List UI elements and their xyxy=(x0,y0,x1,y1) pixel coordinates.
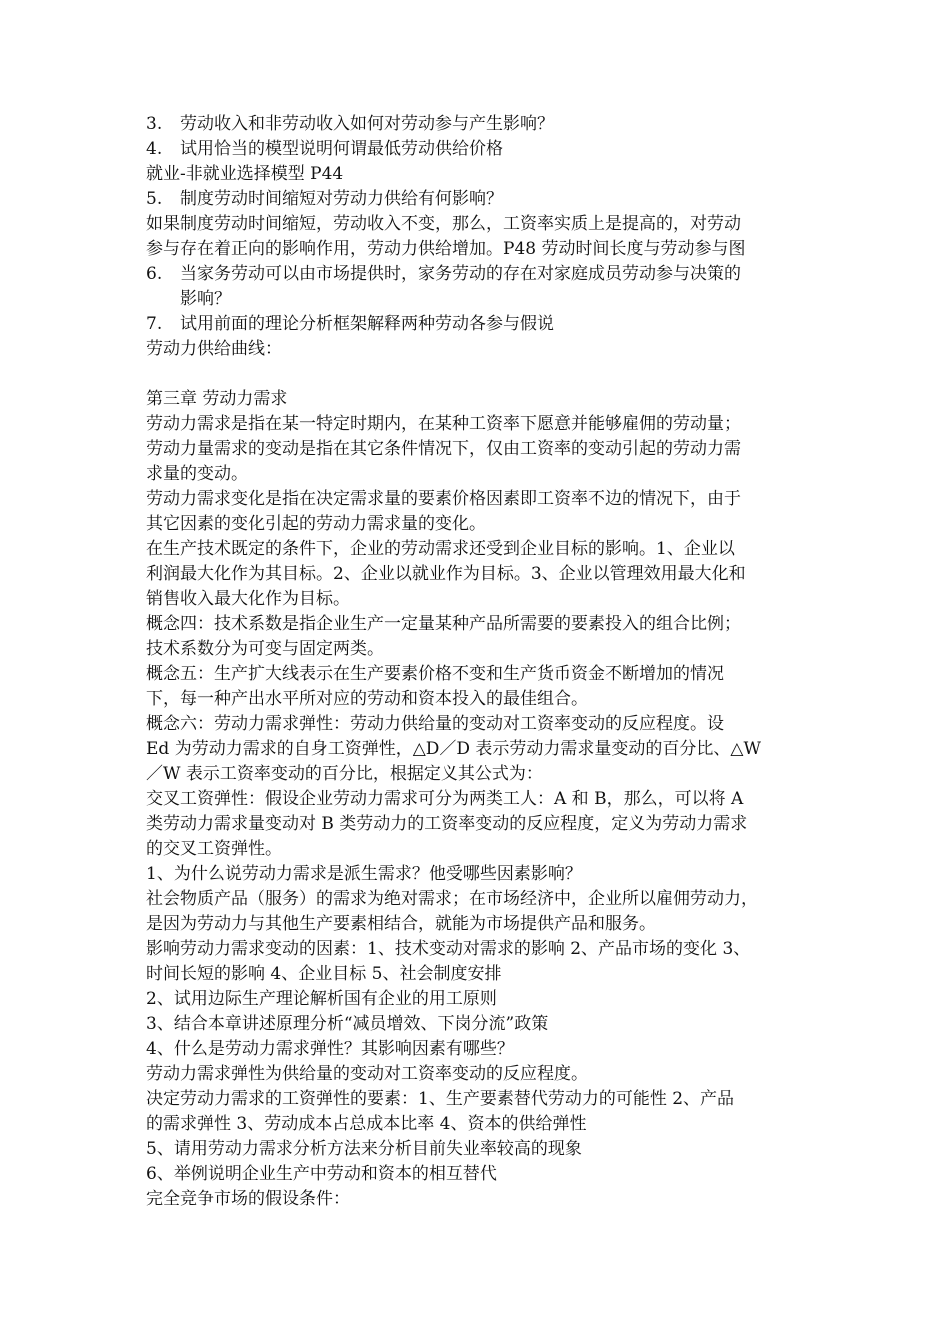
text-line xyxy=(146,587,814,612)
text-line xyxy=(146,512,814,537)
text-line xyxy=(146,737,814,762)
line-text: 劳动力需求弹性为供给量的变动对工资率变动的反应程度。 xyxy=(146,1064,588,1084)
text-line xyxy=(146,162,814,187)
text-line xyxy=(146,987,814,1012)
text-line xyxy=(146,1162,814,1187)
line-text: 劳动力量需求的变动是指在其它条件情况下，仅由工资率的变动引起的劳动力需 xyxy=(146,439,741,459)
text-line xyxy=(146,562,814,587)
text-line xyxy=(146,637,814,662)
line-text: 4、什么是劳动力需求弹性？其影响因素有哪些？ xyxy=(146,1039,514,1059)
line-text: 2、试用边际生产理论解析国有企业的用工原则 xyxy=(146,989,497,1009)
line-text: 6、举例说明企业生产中劳动和资本的相互替代 xyxy=(146,1164,497,1184)
line-text: 劳动力需求变化是指在决定需求量的要素价格因素即工资率不边的情况下，由于 xyxy=(146,489,741,509)
line-text: 技术系数分为可变与固定两类。 xyxy=(146,639,384,659)
line-text: 概念四：技术系数是指企业生产一定量某种产品所需要的要素投入的组合比例； xyxy=(146,614,741,634)
text-line xyxy=(146,1037,814,1062)
text-line xyxy=(146,887,814,912)
line-text: 第三章 劳动力需求 xyxy=(146,389,288,409)
numbered-question xyxy=(146,262,814,287)
text-line xyxy=(146,487,814,512)
line-text: 劳动收入和非劳动收入如何对劳动参与产生影响？ xyxy=(180,114,554,134)
line-text: 3、结合本章讲述原理分析“减员增效、下岗分流”政策 xyxy=(146,1014,549,1034)
line-text: 概念六：劳动力需求弹性：劳动力供给量的变动对工资率变动的反应程度。设 xyxy=(146,714,724,734)
line-text: 下，每一种产出水平所对应的劳动和资本投入的最佳组合。 xyxy=(146,689,588,709)
text-line xyxy=(146,1012,814,1037)
line-text: 完全竞争市场的假设条件： xyxy=(146,1189,350,1209)
question-number: 3. xyxy=(146,114,163,134)
blank-line xyxy=(146,362,814,387)
line-text: 的交叉工资弹性。 xyxy=(146,839,282,859)
question-number: 4. xyxy=(146,139,163,159)
line-text: 如果制度劳动时间缩短，劳动收入不变，那么，工资率实质上是提高的，对劳动 xyxy=(146,214,741,234)
text-line xyxy=(146,612,814,637)
line-text: 劳动力供给曲线： xyxy=(146,339,282,359)
line-text: 决定劳动力需求的工资弹性的要素：1、生产要素替代劳动力的可能性 2、产品 xyxy=(146,1089,735,1109)
text-line xyxy=(146,437,814,462)
text-line xyxy=(146,337,814,362)
text-line xyxy=(146,962,814,987)
line-text: 其它因素的变化引起的劳动力需求量的变化。 xyxy=(146,514,486,534)
line-text: 影响劳动力需求变动的因素：1、技术变动对需求的影响 2、产品市场的变化 3、 xyxy=(146,939,751,959)
text-line xyxy=(146,1187,814,1212)
question-number: 6. xyxy=(146,264,163,284)
line-text: 利润最大化作为其目标。2、企业以就业作为目标。3、企业以管理效用最大化和 xyxy=(146,564,746,584)
question-number: 5. xyxy=(146,189,163,209)
text-line xyxy=(146,837,814,862)
line-text: 社会物质产品（服务）的需求为绝对需求；在市场经济中，企业所以雇佣劳动力， xyxy=(146,889,758,909)
document-body xyxy=(146,112,814,1212)
text-line xyxy=(146,412,814,437)
numbered-question xyxy=(146,112,814,137)
text-line xyxy=(146,212,814,237)
line-text: 当家务劳动可以由市场提供时，家务劳动的存在对家庭成员劳动参与决策的 xyxy=(180,264,741,284)
line-text: 求量的变动。 xyxy=(146,464,248,484)
text-line xyxy=(146,1137,814,1162)
text-line xyxy=(146,537,814,562)
text-line xyxy=(146,662,814,687)
line-text: 概念五：生产扩大线表示在生产要素价格不变和生产货币资金不断增加的情况 xyxy=(146,664,724,684)
text-line xyxy=(146,687,814,712)
question-number: 7. xyxy=(146,314,163,334)
line-text: 时间长短的影响 4、企业目标 5、社会制度安排 xyxy=(146,964,502,984)
text-line xyxy=(146,812,814,837)
numbered-question xyxy=(146,187,814,212)
line-text: 类劳动力需求量变动对 B 类劳动力的工资率变动的反应程度，定义为劳动力需求 xyxy=(146,814,748,834)
text-line xyxy=(146,387,814,412)
line-text: 参与存在着正向的影响作用，劳动力供给增加。P48 劳动时间长度与劳动参与图 xyxy=(146,239,746,259)
line-text: 试用恰当的模型说明何谓最低劳动供给价格 xyxy=(180,139,503,159)
line-text: 交叉工资弹性：假设企业劳动力需求可分为两类工人：A 和 B，那么，可以将 A xyxy=(146,789,744,809)
line-text: 销售收入最大化作为目标。 xyxy=(146,589,350,609)
numbered-question xyxy=(146,137,814,162)
line-text: Ed 为劳动力需求的自身工资弹性，△D／D 表示劳动力需求量变动的百分比、△W xyxy=(146,739,761,759)
line-text: 劳动力需求是指在某一特定时期内，在某种工资率下愿意并能够雇佣的劳动量； xyxy=(146,414,741,434)
text-line xyxy=(146,937,814,962)
line-text: 在生产技术既定的条件下，企业的劳动需求还受到企业目标的影响。1、企业以 xyxy=(146,539,735,559)
text-line xyxy=(146,762,814,787)
line-text: 1、为什么说劳动力需求是派生需求？他受哪些因素影响？ xyxy=(146,864,582,884)
text-line xyxy=(146,237,814,262)
line-text: 就业-非就业选择模型 P44 xyxy=(146,164,344,184)
text-line xyxy=(146,1087,814,1112)
text-line xyxy=(146,712,814,737)
line-text: 的需求弹性 3、劳动成本占总成本比率 4、资本的供给弹性 xyxy=(146,1114,587,1134)
text-line xyxy=(146,912,814,937)
line-text: 影响？ xyxy=(180,289,231,309)
line-text: 是因为劳动力与其他生产要素相结合，就能为市场提供产品和服务。 xyxy=(146,914,656,934)
text-line xyxy=(146,462,814,487)
text-line xyxy=(146,1062,814,1087)
line-text: ／W 表示工资率变动的百分比，根据定义其公式为： xyxy=(146,764,543,784)
line-text: 制度劳动时间缩短对劳动力供给有何影响？ xyxy=(180,189,503,209)
text-line xyxy=(146,862,814,887)
text-line xyxy=(146,287,814,312)
numbered-question xyxy=(146,312,814,337)
text-line xyxy=(146,1112,814,1137)
line-text: 5、请用劳动力需求分析方法来分析目前失业率较高的现象 xyxy=(146,1139,582,1159)
line-text: 试用前面的理论分析框架解释两种劳动各参与假说 xyxy=(180,314,554,334)
text-line xyxy=(146,787,814,812)
